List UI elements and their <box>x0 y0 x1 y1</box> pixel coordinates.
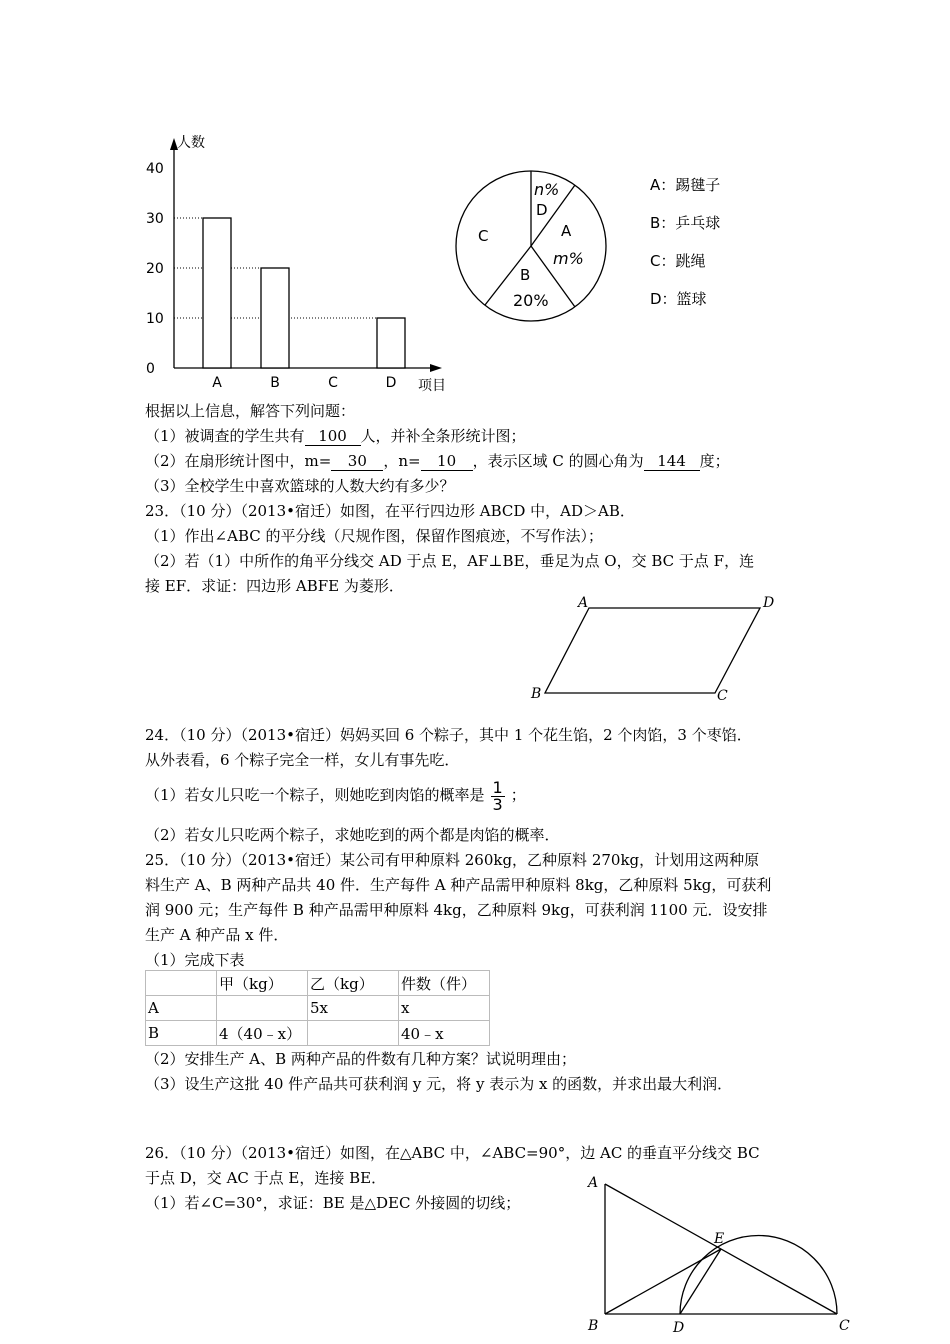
table-header-row <box>146 971 490 996</box>
point-d-label: D <box>763 595 775 611</box>
table-row <box>146 1021 490 1046</box>
bar-D <box>377 318 405 368</box>
q25-table <box>145 970 490 1046</box>
bar-y-tick-label: 0 <box>146 361 155 377</box>
pie-slice-a-value: m% <box>553 249 584 268</box>
bar-y-tick-label: 40 <box>146 161 164 177</box>
q23-part2-line1: （2）若（1）中所作的角平分线交 AD 于点 E，AF⊥BE，垂足为点 O，交 BC 于点 F，连 <box>145 552 755 570</box>
q26-part1: （1）若∠C=30°，求证：BE 是△DEC 外接圆的切线； <box>145 1194 521 1212</box>
bar-y-tick-label: 10 <box>146 311 164 327</box>
table-header-cell <box>146 971 217 996</box>
q26-heading: 26．（10 分）（2013•宿迁）如图，在△ABC 中，∠ABC=90°，边 AC 的垂直平分线交 BC <box>145 1144 760 1162</box>
bar-x-tick-label: C <box>328 375 338 391</box>
q25-part1: （1）完成下表 <box>145 951 245 969</box>
parallelogram-abcd <box>545 608 760 693</box>
table-row <box>146 996 490 1021</box>
table-header-cell: 件数（件） <box>399 971 490 996</box>
q24-p1-text-b: ； <box>510 786 526 804</box>
bar-y-tick-labels <box>146 161 164 377</box>
table-cell: B <box>146 1021 217 1046</box>
triangle-figure <box>580 1170 870 1342</box>
table-cell: 5x <box>308 996 399 1021</box>
q22-p1-text-a: （1）被调查的学生共有 <box>145 427 305 445</box>
bar-x-axis-label: 项目 <box>418 378 446 394</box>
q22-part3: （3）全校学生中喜欢篮球的人数大约有多少？ <box>145 477 455 495</box>
table-cell <box>217 996 308 1021</box>
point-e-label: E <box>714 1231 725 1247</box>
pie-slice-c-label: C <box>478 227 489 245</box>
q23-heading: 23．（10 分）（2013•宿迁）如图，在平行四边形 ABCD 中，AD＞AB． <box>145 502 635 520</box>
q24-part1 <box>145 778 526 813</box>
legend-item-b: B：乒乓球 <box>650 214 721 232</box>
point-a-label: A <box>588 1175 599 1191</box>
q22-p2-deg-answer: 144 <box>644 452 700 471</box>
point-b-label: B <box>588 1318 599 1334</box>
q22-p1-text-b: 人，并补全条形统计图； <box>360 427 526 445</box>
table-header-cell: 甲（kg） <box>217 971 308 996</box>
q24-part2: （2）若女儿只吃两个粽子，求她吃到的两个都是肉馅的概率． <box>145 826 560 844</box>
table-cell: 40﹣x <box>399 1021 490 1046</box>
bar-y-tick-label: 30 <box>146 211 164 227</box>
table-header-cell: 乙（kg） <box>308 971 399 996</box>
q25-heading-4: 生产 A 种产品 x 件． <box>145 926 289 944</box>
pie-slice-a-label: A <box>561 222 572 240</box>
q22-p2-text-d: 度； <box>699 452 730 470</box>
q22-p1-answer: 100 <box>305 427 361 446</box>
point-a-label: A <box>578 595 589 611</box>
q25-part2: （2）安排生产 A、B 两种产品的件数有几种方案？试说明理由； <box>145 1050 576 1068</box>
q22-intro: 根据以上信息，解答下列问题： <box>145 402 356 420</box>
q22-p2-text-c: ，表示区域 C 的圆心角为 <box>472 452 644 470</box>
pie-chart <box>450 165 615 330</box>
table-cell: 4（40﹣x） <box>217 1021 308 1046</box>
pie-legend <box>650 166 720 318</box>
q22-part2 <box>145 451 730 471</box>
bar-x-tick-label: D <box>385 375 397 391</box>
bar-x-tick-labels <box>212 375 396 391</box>
q26-heading-2: 于点 D，交 AC 于点 E，连接 BE． <box>145 1169 387 1187</box>
q22-p2-text-a: （2）在扇形统计图中，m= <box>145 452 332 470</box>
bar-y-tick-label: 20 <box>146 261 164 277</box>
fraction-denominator: 3 <box>492 794 503 814</box>
bar-A <box>203 218 231 368</box>
pie-slice-b-value: 20% <box>513 291 549 310</box>
q23-part2-line2: 接 EF．求证：四边形 ABFE 为菱形． <box>145 577 404 595</box>
q25-heading-2: 料生产 A、B 两种产品共 40 件．生产每件 A 种产品需甲种原料 8kg，乙种原料 5kg，可获利 <box>145 876 772 894</box>
bar-x-tick-label: B <box>270 375 280 391</box>
fraction-numerator: 1 <box>492 777 503 797</box>
bar-y-axis-label: 人数 <box>177 135 205 151</box>
q22-part1 <box>145 426 526 446</box>
bar-B <box>261 268 289 368</box>
legend-item-a: A：踢毽子 <box>650 176 721 194</box>
point-d-label: D <box>673 1320 685 1336</box>
q24-heading: 24．（10 分）（2013•宿迁）妈妈买回 6 个粽子，其中 1 个花生馅，2 个肉馅，3 个枣馅． <box>145 726 752 744</box>
table-cell: A <box>146 996 217 1021</box>
q22-p2-m-answer: 30 <box>331 452 383 471</box>
q22-p2-n-answer: 10 <box>421 452 473 471</box>
q24-p1-text-a: （1）若女儿只吃一个粽子，则她吃到肉馅的概率是 <box>145 786 485 804</box>
q25-part3: （3）设生产这批 40 件产品共可获利润 y 元，将 y 表示为 x 的函数，并求出最大利润． <box>145 1075 733 1093</box>
table-cell <box>308 1021 399 1046</box>
table-cell: x <box>399 996 490 1021</box>
q25-heading: 25．（10 分）（2013•宿迁）某公司有甲种原料 260kg，乙种原料 270kg，计划用这两种原 <box>145 851 760 869</box>
pie-slice-d-label: D <box>536 201 548 219</box>
pie-slice-b-label: B <box>520 266 531 284</box>
point-c-label: C <box>717 688 728 704</box>
bar-bars <box>203 218 405 368</box>
legend-item-d: D：篮球 <box>650 290 707 308</box>
bar-x-axis-arrow <box>430 364 442 372</box>
point-c-label: C <box>839 1318 850 1334</box>
q24-heading-2: 从外表看，6 个粽子完全一样，女儿有事先吃． <box>145 751 460 769</box>
parallelogram-figure <box>525 590 785 705</box>
segment-de <box>680 1249 721 1314</box>
q25-heading-3: 润 900 元；生产每件 B 种产品需甲种原料 4kg，乙种原料 9kg，可获利润 1100 元．设安排 <box>145 901 768 919</box>
bar-x-tick-label: A <box>212 375 222 391</box>
pie-slice-d-value: n% <box>534 180 560 199</box>
q24-p1-answer-fraction <box>491 777 505 814</box>
q22-p2-text-b: ，n= <box>383 452 421 470</box>
circumcircle-arc <box>680 1236 837 1315</box>
legend-item-c: C：跳绳 <box>650 252 706 270</box>
q23-part1: （1）作出∠ABC 的平分线（尺规作图，保留作图痕迹，不写作法）； <box>145 527 603 545</box>
point-b-label: B <box>531 686 542 702</box>
bar-chart <box>140 128 460 398</box>
